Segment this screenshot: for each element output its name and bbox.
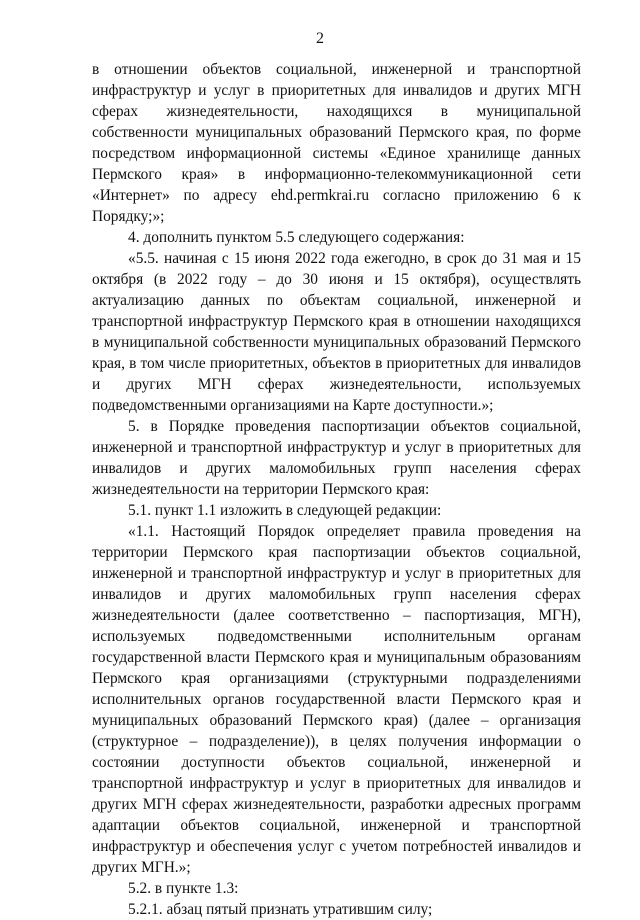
paragraph-continuation: в отношении объектов социальной, инженерной и транспортной инфраструктур и услуг в приоритетных для инвалидов и других МГН сферах жизнедеятельности, находящихся в муниципальной собственности муниципальных образований Пермского края, по форме посредством информационной системы «Единое хранилище данных Пермского края» в информационно-телекоммуникационной сети «Интернет» по адресу ehd.permkrai.ru согласно приложению 6 к Порядку;»;: [92, 61, 581, 225]
paragraph-item-5-2: 5.2. в пункте 1.3:: [128, 880, 239, 897]
paragraph-item-5-2-1: 5.2.1. абзац пятый признать утратившим силу;: [128, 901, 433, 918]
document-body: [92, 59, 581, 920]
paragraph-quote-5-5: «5.5. начиная с 15 июня 2022 года ежегодно, в срок до 31 мая и 15 октября (в 2022 году – до 30 июня и 15 октября), осуществлять актуализацию данных по объектам социальной, инженерной и транспортной инфраструктур Пермского края в отношении находящихся в муниципальной собственности муниципальных образований Пермского края, в том числе приоритетных, объектов в приоритетных для инвалидов и других МГН сферах жизнедеятельности, используемых подведомственными организациями на Карте доступности.»;: [92, 250, 581, 414]
page-number: 2: [316, 30, 324, 47]
paragraph-item-5-1: 5.1. пункт 1.1 изложить в следующей редакции:: [128, 502, 442, 519]
paragraph-quote-1-1: «1.1. Настоящий Порядок определяет правила проведения на территории Пермского края паспортизации объектов социальной, инженерной и транспортной инфраструктур и услуг в приоритетных для инвалидов и других маломобильных групп населения сферах жизнедеятельности (далее соответственно – паспортизация, МГН), используемых подведомственными исполнительным органам государственной власти Пермского края и муниципальным образованиям Пермского края организациями (структурными подразделениями исполнительных органов государственной власти Пермского края и муниципальных образований Пермского края) (далее – организация (структурное – подразделение)), в целях получения информации о состоянии доступности объектов социальной, инженерной и транспортной инфраструктур и услуг в приоритетных для инвалидов и других МГН сферах жизнедеятельности, разработки адресных программ адаптации объектов социальной, инженерной и транспортной инфраструктур и обеспечения услуг с учетом потребностей инвалидов и других МГН.»;: [92, 523, 581, 876]
paragraph-item-5: 5. в Порядке проведения паспортизации объектов социальной, инженерной и транспортной инфраструктур и услуг в приоритетных для инвалидов и других маломобильных групп населения сферах жизнедеятельности на территории Пермского края:: [92, 418, 581, 498]
paragraph-item-4: 4. дополнить пунктом 5.5 следующего содержания:: [128, 229, 465, 246]
